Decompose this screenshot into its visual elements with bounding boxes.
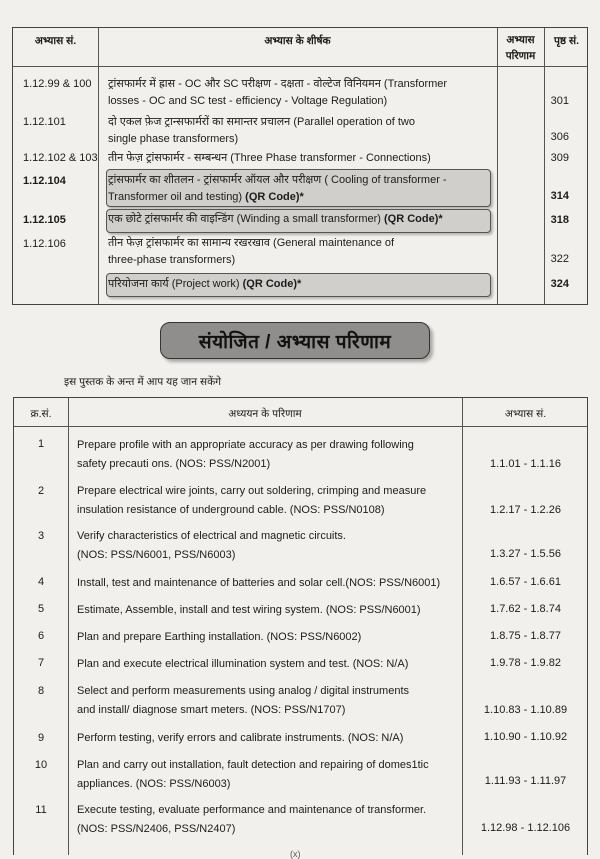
outcome-line: (NOS: PSS/N6001, PSS/N6003) <box>77 549 236 561</box>
outcome-exercise-range: 1.2.17 - 1.2.26 <box>490 504 561 516</box>
outcome-number: 6 <box>37 630 45 642</box>
exercise-page: 306 <box>550 131 569 143</box>
exercise-table <box>12 27 588 305</box>
exercise-title-line: losses - OC and SC test - efficiency - Voltage Regulation) <box>108 95 388 107</box>
outcome-exercise-range: 1.12.98 - 1.12.106 <box>480 822 571 834</box>
outcome-number: 8 <box>37 685 45 697</box>
exercise-title-line <box>108 276 488 293</box>
exercise-number: 1.12.102 & 103 <box>23 152 98 164</box>
outcome-number: 4 <box>37 576 45 588</box>
header-exercise-title: अभ्यास के शीर्षक <box>264 35 331 47</box>
header-learning-outcome: अध्ययन के परिणाम <box>228 408 302 420</box>
outcome-text <box>77 756 467 794</box>
header-serial-number: क्र.सं. <box>30 408 52 420</box>
outcome-exercise-range: 1.6.57 - 1.6.61 <box>490 576 561 588</box>
column-divider <box>68 398 69 855</box>
exercise-number: 1.12.106 <box>23 238 66 250</box>
exercise-title <box>108 114 488 148</box>
outcome-exercise-range: 1.8.75 - 1.8.77 <box>490 630 561 642</box>
exercise-title-line: दो एकल फ़ेज ट्रान्सफार्मरों का समान्तर प्रचालन (Parallel operation of two <box>108 116 415 128</box>
exercise-title <box>108 76 488 110</box>
outcome-number: 1 <box>37 438 45 450</box>
exercise-title <box>108 235 488 269</box>
outcome-text <box>77 628 467 647</box>
header-exercise-outcome-line1: अभ्यास <box>506 34 535 46</box>
header-divider <box>13 66 587 67</box>
outcome-text <box>77 482 467 520</box>
exercise-page: 314 <box>550 190 569 202</box>
exercise-title <box>108 211 488 228</box>
outcome-text <box>77 655 467 674</box>
outcome-line: Plan and execute electrical illumination system and test. (NOS: N/A) <box>77 658 409 670</box>
column-divider <box>98 28 99 304</box>
exercise-title-line: single phase transformers) <box>108 133 239 145</box>
exercise-title <box>108 172 488 206</box>
exercise-title <box>108 276 488 293</box>
outcome-number: 3 <box>37 530 45 542</box>
outcome-line: insulation resistance of underground cable. (NOS: PSS/N0108) <box>77 504 385 516</box>
outcome-text <box>77 574 467 593</box>
outcome-line: Execute testing, evaluate performance and maintenance of transformer. <box>77 804 427 816</box>
header-exercise-number: अभ्यास सं. <box>34 35 77 47</box>
outcome-number: 9 <box>37 732 45 744</box>
header-divider <box>14 426 587 427</box>
outcome-number: 7 <box>37 657 45 669</box>
outcome-exercise-range: 1.1.01 - 1.1.16 <box>490 458 561 470</box>
outcome-number: 5 <box>37 603 45 615</box>
outcome-text <box>77 436 467 474</box>
outcome-line: Verify characteristics of electrical and magnetic circuits. <box>77 530 346 542</box>
outcome-exercise-range: 1.11.93 - 1.11.97 <box>484 775 567 787</box>
outcome-line: Select and perform measurements using analog / digital instruments <box>77 685 410 697</box>
exercise-title-text: Transformer oil and testing) <box>108 191 243 203</box>
outcome-text <box>77 682 467 720</box>
header-exercise-outcome-line2: परिणाम <box>505 50 536 62</box>
exercise-title-line: तीन फेज़ ट्रांसफार्मर - सम्बन्धन (Three Phase transformer - Connections) <box>108 152 431 164</box>
exercise-title-text: परियोजना कार्य (Project work) <box>108 278 240 290</box>
exercise-title-text: एक छोटे ट्रांसफार्मर की वाइन्डिंग (Winding a small transformer) <box>108 213 381 225</box>
exercise-title-line: three-phase transformers) <box>108 254 236 266</box>
column-divider <box>544 28 545 304</box>
exercise-number: 1.12.104 <box>23 175 66 187</box>
qr-code-label[interactable]: (QR Code)* <box>245 191 304 203</box>
outcome-line: Prepare electrical wire joints, carry out soldering, crimping and measure <box>77 485 427 497</box>
outcome-line: (NOS: PSS/N2406, PSS/N2407) <box>77 823 236 835</box>
outcome-line: Prepare profile with an appropriate accuracy as per drawing following <box>77 439 414 451</box>
outcome-line: Plan and prepare Earthing installation. (NOS: PSS/N6002) <box>77 631 362 643</box>
exercise-title-line: ट्रांसफार्मर का शीतलन - ट्रांसफार्मर ऑयल और परीक्षण ( Cooling of transformer - <box>108 174 447 186</box>
outcome-text <box>77 601 467 620</box>
outcome-text <box>77 729 467 748</box>
outcome-number: 10 <box>34 759 48 771</box>
intro-text: इस पुस्तक के अन्त में आप यह जान सकेंगे <box>64 376 222 388</box>
outcome-text <box>77 527 467 565</box>
qr-code-label[interactable]: (QR Code)* <box>242 278 302 290</box>
qr-code-label[interactable]: (QR Code)* <box>384 213 443 225</box>
outcome-table <box>13 397 588 855</box>
outcome-number: 2 <box>37 485 45 497</box>
column-divider <box>497 28 498 304</box>
header-page-number: पृष्ठ सं. <box>553 35 580 47</box>
exercise-number: 1.12.99 & 100 <box>23 78 92 90</box>
header-exercise-range: अभ्यास सं. <box>504 408 547 420</box>
outcome-exercise-range: 1.10.83 - 1.10.89 <box>483 704 568 716</box>
outcome-line: Estimate, Assemble, install and test wiring system. (NOS: PSS/N6001) <box>77 604 421 616</box>
outcome-line: Install, test and maintenance of batteries and solar cell.(NOS: PSS/N6001) <box>77 577 441 589</box>
outcome-line: safety precauti ons. (NOS: PSS/N2001) <box>77 458 271 470</box>
outcome-exercise-range: 1.9.78 - 1.9.82 <box>490 657 561 669</box>
exercise-title <box>108 150 488 167</box>
outcome-line: Perform testing, verify errors and calibrate instruments. (NOS: N/A) <box>77 732 404 744</box>
outcome-exercise-range: 1.7.62 - 1.8.74 <box>490 603 561 615</box>
exercise-page: 301 <box>550 95 569 107</box>
page-footer-mark: (x) <box>290 849 301 859</box>
exercise-title-line <box>108 189 488 206</box>
outcome-exercise-range: 1.10.90 - 1.10.92 <box>483 731 568 743</box>
outcome-exercise-range: 1.3.27 - 1.5.56 <box>490 548 561 560</box>
section-banner: संयोजित / अभ्यास परिणाम <box>160 322 430 359</box>
exercise-title-line <box>108 211 488 228</box>
outcome-line: and install/ diagnose smart meters. (NOS: PSS/N1707) <box>77 704 346 716</box>
outcome-text <box>77 801 467 839</box>
exercise-page: 309 <box>550 152 569 164</box>
exercise-title-line: ट्रांसफार्मर में ह्रास - OC और SC परीक्षण - दक्षता - वोल्टेज विनियमन (Transformer <box>108 78 448 90</box>
outcome-line: appliances. (NOS: PSS/N6003) <box>77 778 231 790</box>
outcome-line: Plan and carry out installation, fault detection and repairing of domes1tic <box>77 759 429 771</box>
exercise-page: 322 <box>550 253 569 265</box>
exercise-number: 1.12.101 <box>23 116 66 128</box>
outcome-number: 11 <box>35 804 47 816</box>
exercise-page: 324 <box>550 278 569 290</box>
exercise-number: 1.12.105 <box>23 214 66 226</box>
exercise-page: 318 <box>550 214 569 226</box>
exercise-title-line: तीन फेज़ ट्रांसफार्मर का सामान्य रखरखाव (General maintenance of <box>108 237 395 249</box>
